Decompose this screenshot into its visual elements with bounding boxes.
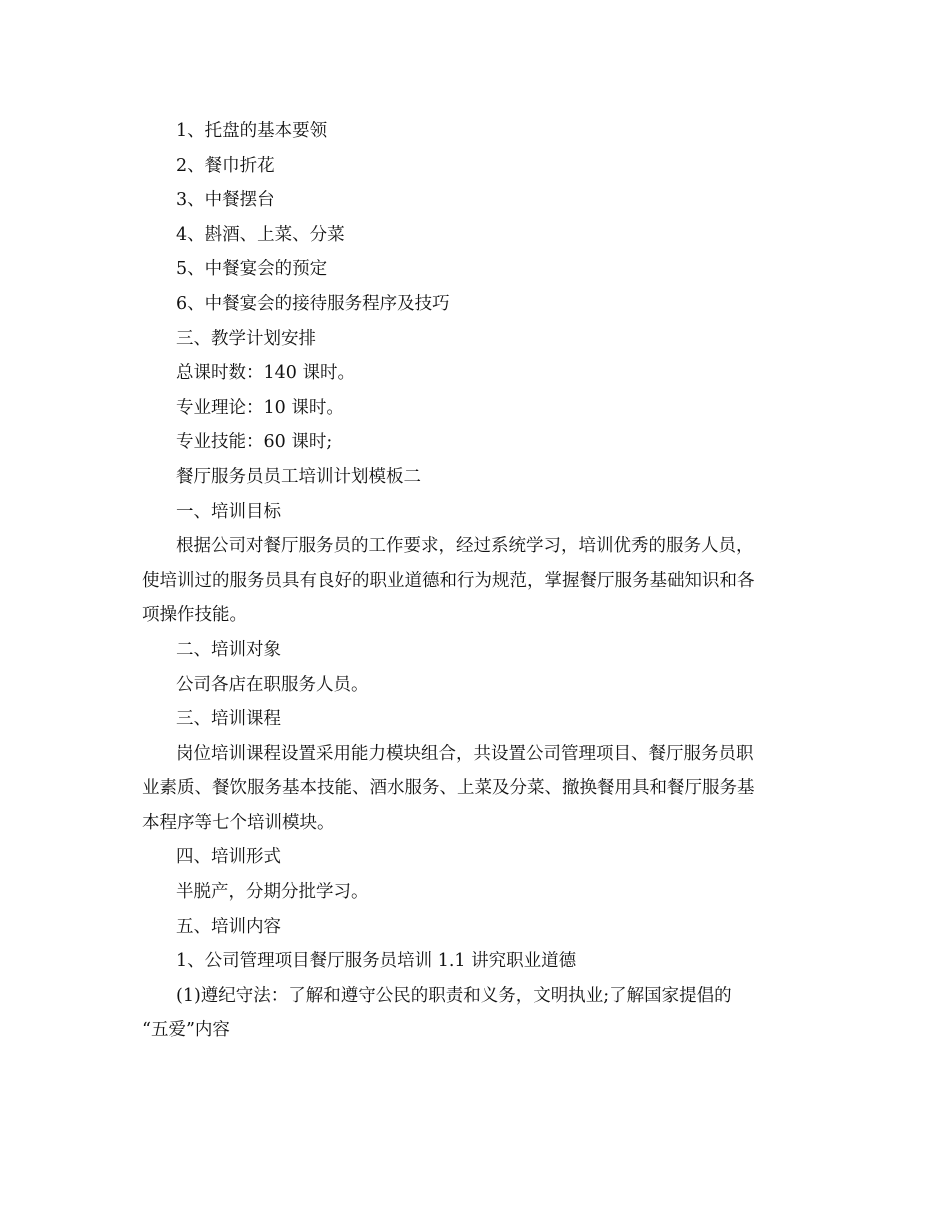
- text-line: 岗位培训课程设置采用能力模块组合，共设置公司管理项目、餐厅服务员职: [176, 743, 754, 764]
- document-body: [142, 114, 802, 1048]
- text-line: “五爱”内容: [142, 1020, 230, 1041]
- text-line: 五、培训内容: [176, 916, 281, 937]
- text-line: 一、培训目标: [176, 501, 281, 522]
- text-line: 二、培训对象: [176, 639, 281, 660]
- text-line: 项操作技能。: [142, 605, 247, 626]
- text-line: 业素质、餐饮服务基本技能、酒水服务、上菜及分菜、撤换餐用具和餐厅服务基: [142, 778, 755, 799]
- text-line: 四、培训形式: [176, 847, 281, 868]
- text-line: 5、中餐宴会的预定: [176, 259, 328, 280]
- text-line: 3、中餐摆台: [176, 190, 275, 211]
- text-line: 6、中餐宴会的接待服务程序及技巧: [176, 293, 450, 314]
- text-line: 公司各店在职服务人员。: [176, 674, 369, 695]
- text-line: 专业理论：10 课时。: [176, 397, 344, 418]
- text-line: 三、教学计划安排: [176, 328, 316, 349]
- text-line: 半脱产，分期分批学习。: [176, 882, 369, 903]
- text-line: 1、公司管理项目餐厅服务员培训 1.1 讲究职业道德: [176, 951, 577, 972]
- text-line: 三、培训课程: [176, 709, 281, 730]
- text-line: 4、斟酒、上菜、分菜: [176, 224, 345, 245]
- text-line: 餐厅服务员员工培训计划模板二: [176, 466, 421, 487]
- text-line: 2、餐巾折花: [176, 155, 275, 176]
- text-line: 专业技能：60 课时;: [176, 432, 333, 453]
- text-line: 使培训过的服务员具有良好的职业道德和行为规范，掌握餐厅服务基础知识和各: [142, 570, 755, 591]
- text-line: (1)遵纪守法：了解和遵守公民的职责和义务，文明执业;了解国家提倡的: [176, 985, 732, 1006]
- text-line: 本程序等七个培训模块。: [142, 812, 335, 833]
- text-line: 根据公司对餐厅服务员的工作要求，经过系统学习，培训优秀的服务人员，: [176, 536, 754, 557]
- text-line: 总课时数：140 课时。: [176, 363, 355, 384]
- text-line: 1、托盘的基本要领: [176, 121, 328, 141]
